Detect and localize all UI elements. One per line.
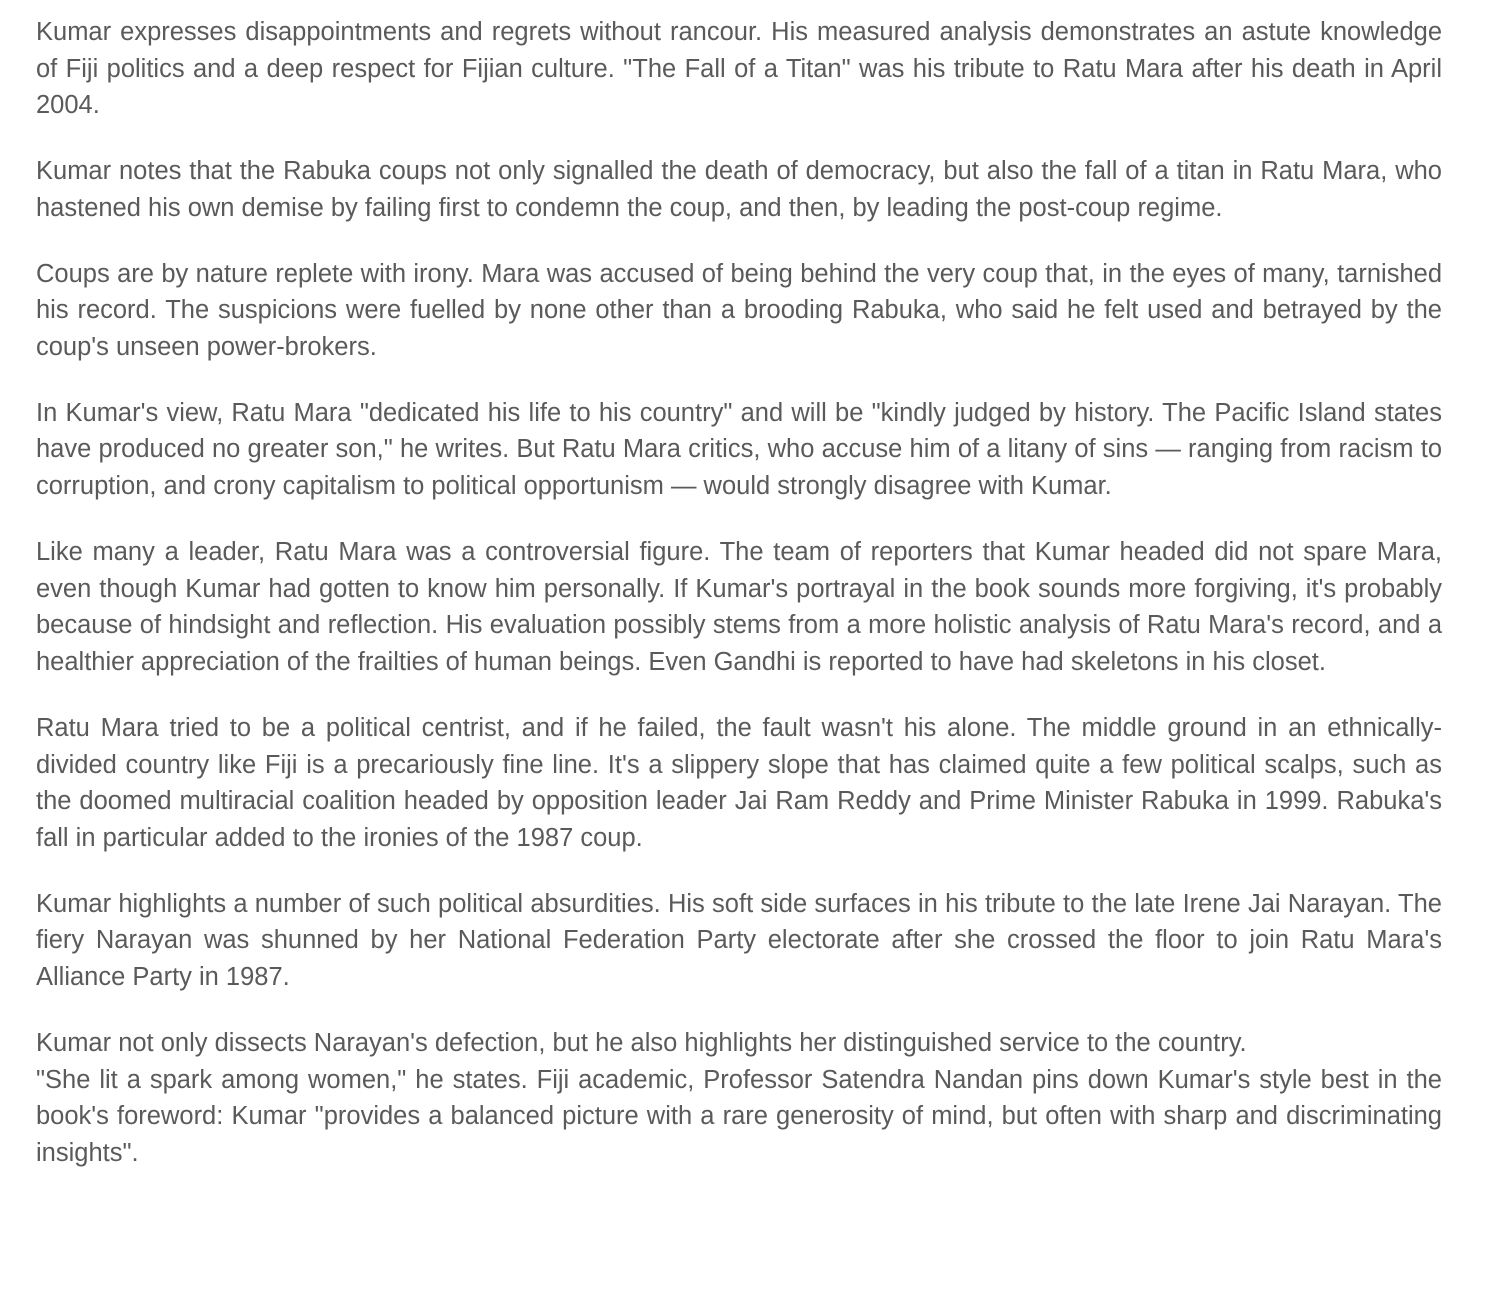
paragraph: Kumar expresses disappointments and regrets without rancour. His measured analysis demonstrates an astute knowledge of Fiji politics and a deep respect for Fijian culture. "The Fall of a Titan" was his tribute to Ratu Mara after his death in April 2004. — [36, 18, 1442, 120]
paragraph: Kumar notes that the Rabuka coups not only signalled the death of democracy, but also the fall of a titan in Ratu Mara, who hastened his own demise by failing first to condemn the coup, and then, by leading the post-coup regime. — [36, 157, 1442, 222]
paragraph: In Kumar's view, Ratu Mara "dedicated his life to his country" and will be "kindly judged by history. The Pacific Island states have produced no greater son," he writes. But Ratu Mara critics, who accuse him of a litany of sins — ranging from racism to corruption, and crony capitalism to political opportunism — would strongly disagree with Kumar. — [36, 398, 1442, 501]
paragraph: Coups are by nature replete with irony. Mara was accused of being behind the very coup that, in the eyes of many, tarnished his record. The suspicions were fuelled by none other than a brooding Rabuka, who said he felt used and betrayed by the coup's unseen power-brokers. — [36, 259, 1442, 362]
paragraph: Like many a leader, Ratu Mara was a controversial figure. The team of reporters that Kumar headed did not spare Mara, even though Kumar had gotten to know him personally. If Kumar's portrayal in the book sounds more forgiving, it's probably because of hindsight and reflection. His evaluation possibly stems from a more holistic analysis of Ratu Mara's record, and a healthier appreciation of the frailties of human beings. Even Gandhi is reported to have had skeletons in his closet. — [36, 537, 1442, 677]
paragraph: Ratu Mara tried to be a political centrist, and if he failed, the fault wasn't his alone. The middle ground in an ethnically-divided country like Fiji is a precariously fine line. It's a slippery slope that has claimed quite a few political scalps, such as the doomed multiracial coalition headed by opposition leader Jai Ram Reddy and Prime Minister Rabuka in 1999. Rabuka's fall in particular added to the ironies of the 1987 coup. — [36, 713, 1442, 852]
paragraph: "She lit a spark among women," he states. Fiji academic, Professor Satendra Nandan pins down Kumar's style best in the book's foreword: Kumar "provides a balanced picture with a rare generosity of mind, but often with sharp and discriminating insights". — [36, 1065, 1442, 1167]
paragraph: Kumar highlights a number of such political absurdities. His soft side surfaces in his tribute to the late Irene Jai Narayan. The fiery Narayan was shunned by her National Federation Party electorate after she crossed the floor to join Ratu Mara's Alliance Party in 1987. — [36, 889, 1442, 992]
paragraph: Kumar not only dissects Narayan's defection, but he also highlights her distinguished service to the country. — [36, 1028, 1247, 1057]
